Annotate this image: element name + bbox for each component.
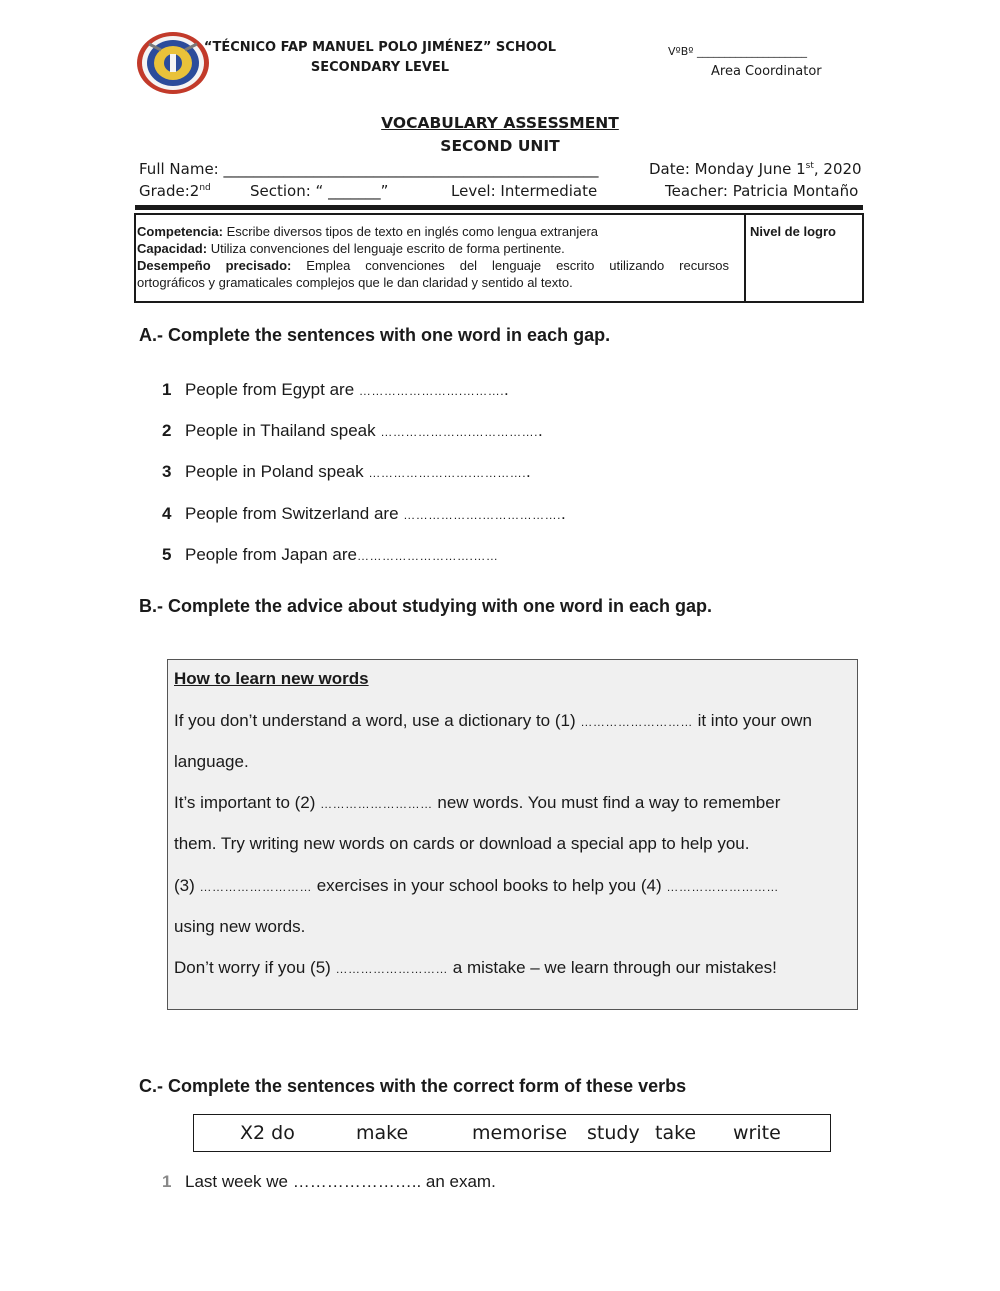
item-number: 5 <box>162 545 172 564</box>
advice-line: language. <box>174 752 249 771</box>
nivel-de-logro: Nivel de logro <box>750 224 836 239</box>
assessment-subtitle: SECOND UNIT <box>440 137 560 155</box>
list-item <box>162 545 498 565</box>
date-sup: st <box>805 161 814 171</box>
item-text: People from Switzerland are <box>185 504 404 523</box>
capacidad-row <box>137 240 729 257</box>
item-number: 1 <box>162 1172 172 1191</box>
desempeno-row <box>137 257 729 274</box>
answer-blank[interactable]: ………………….……………. <box>380 425 538 439</box>
line-text: new words. You must find a way to remember <box>432 793 781 812</box>
item-text: People in Poland speak <box>185 462 369 481</box>
competencia-label: Competencia: <box>137 224 223 239</box>
verb-item: take <box>655 1122 697 1144</box>
header-divider <box>135 205 863 210</box>
answer-blank[interactable]: ……………………… <box>199 880 312 894</box>
verb-item: X2 do <box>240 1122 295 1144</box>
area-coordinator: Area Coordinator <box>711 64 822 79</box>
full-name-label: Full Name: <box>139 160 219 178</box>
verb-item: study <box>587 1122 640 1144</box>
competencia-table <box>134 213 864 303</box>
section-b-heading: B.- Complete the advice about studying with one word in each gap. <box>139 596 713 616</box>
answer-blank[interactable]: ……………….………………. <box>403 508 561 522</box>
competencia-row <box>137 223 729 240</box>
full-name-line: __________________________________________________ <box>223 160 599 178</box>
advice-line: using new words. <box>174 917 306 936</box>
desempeno-value: Emplea convenciones del lenguaje escrito utilizando recursos <box>291 258 729 273</box>
date-year: , 2020 <box>813 160 862 178</box>
level-field: Level: Intermediate <box>451 182 598 200</box>
vobo-signature <box>668 45 807 58</box>
grade-sup: nd <box>199 183 211 193</box>
full-name-field <box>139 160 599 178</box>
item-number: 3 <box>162 462 172 481</box>
verb-item: write <box>733 1122 781 1144</box>
line-text: a mistake – we learn through our mistakes! <box>448 958 777 977</box>
teacher-field: Teacher: Patricia Montaño <box>665 182 859 200</box>
item-number: 2 <box>162 421 172 440</box>
item-number: 1 <box>162 380 172 399</box>
date-field <box>649 160 862 178</box>
item-end: . <box>526 462 531 481</box>
answer-blank[interactable]: …………………….…………. <box>368 466 527 480</box>
item-text: People from Egypt are <box>185 380 359 399</box>
competencia-divider <box>744 215 746 301</box>
answer-blank[interactable]: ……………………….…… <box>357 549 499 563</box>
line-text: Don’t worry if you (5) <box>174 958 336 977</box>
item-number: 4 <box>162 504 172 523</box>
answer-blank[interactable]: …………………….………. <box>358 384 505 398</box>
line-text: (3) <box>174 876 200 895</box>
advice-line <box>174 711 812 731</box>
school-level: SECONDARY LEVEL <box>310 60 450 75</box>
list-item <box>162 380 509 400</box>
list-item <box>162 462 531 482</box>
list-item <box>162 504 566 524</box>
answer-blank[interactable]: ……………………… <box>580 715 693 729</box>
item-text: People from Japan are <box>185 545 357 564</box>
assessment-title: VOCABULARY ASSESSMENT <box>381 114 619 132</box>
date-text: Date: Monday June 1 <box>649 160 806 178</box>
section-field: Section: “ _______” <box>250 182 389 200</box>
item-text: People in Thailand speak <box>185 421 381 440</box>
verb-item: memorise <box>472 1122 568 1144</box>
verb-box <box>193 1114 831 1152</box>
item-end: . <box>560 504 566 523</box>
line-text: exercises in your school books to help you (4) <box>312 876 667 895</box>
advice-line <box>174 793 780 813</box>
item-end: . <box>538 421 543 440</box>
list-item <box>162 1172 496 1192</box>
desempeno-label: Desempeño precisado: <box>137 258 292 273</box>
item-text: Last week we ………………….. an exam. <box>185 1172 496 1191</box>
section-a-heading: A.- Complete the sentences with one word in each gap. <box>139 325 611 345</box>
line-text: it into your own <box>692 711 812 730</box>
line-text: It’s important to (2) <box>174 793 321 812</box>
competencia-value: Escribe diversos tipos de texto en inglés como lengua extranjera <box>222 224 599 239</box>
advice-line <box>174 958 777 978</box>
verb-item: make <box>356 1122 409 1144</box>
answer-blank[interactable]: ……………………… <box>320 797 433 811</box>
item-end: . <box>504 380 509 399</box>
grade-field <box>139 182 211 200</box>
advice-line <box>174 876 779 896</box>
answer-blank[interactable]: ……………………… <box>335 962 449 976</box>
school-name: “TÉCNICO FAP MANUEL POLO JIMÉNEZ” SCHOOL <box>203 40 557 55</box>
grade-text: Grade:2 <box>139 182 200 200</box>
capacidad-label: Capacidad: <box>137 241 208 256</box>
desempeno-row-2: ortográficos y gramaticales complejos que le dan claridad y sentido al texto. <box>137 275 573 290</box>
list-item <box>162 421 543 441</box>
advice-line: them. Try writing new words on cards or download a special app to help you. <box>174 834 750 853</box>
competencia-text <box>137 223 729 291</box>
capacidad-value: Utiliza convenciones del lenguaje escrito de forma pertinente. <box>207 241 565 256</box>
advice-box <box>167 659 858 1010</box>
vobo-label: VºBº <box>668 45 694 58</box>
answer-blank[interactable]: ……………………… <box>666 880 779 894</box>
line-text: If you don’t understand a word, use a dictionary to (1) <box>174 711 581 730</box>
advice-title: How to learn new words <box>174 669 369 688</box>
vobo-line: ____________________ <box>696 45 807 58</box>
section-c-heading: C.- Complete the sentences with the correct form of these verbs <box>139 1076 687 1096</box>
